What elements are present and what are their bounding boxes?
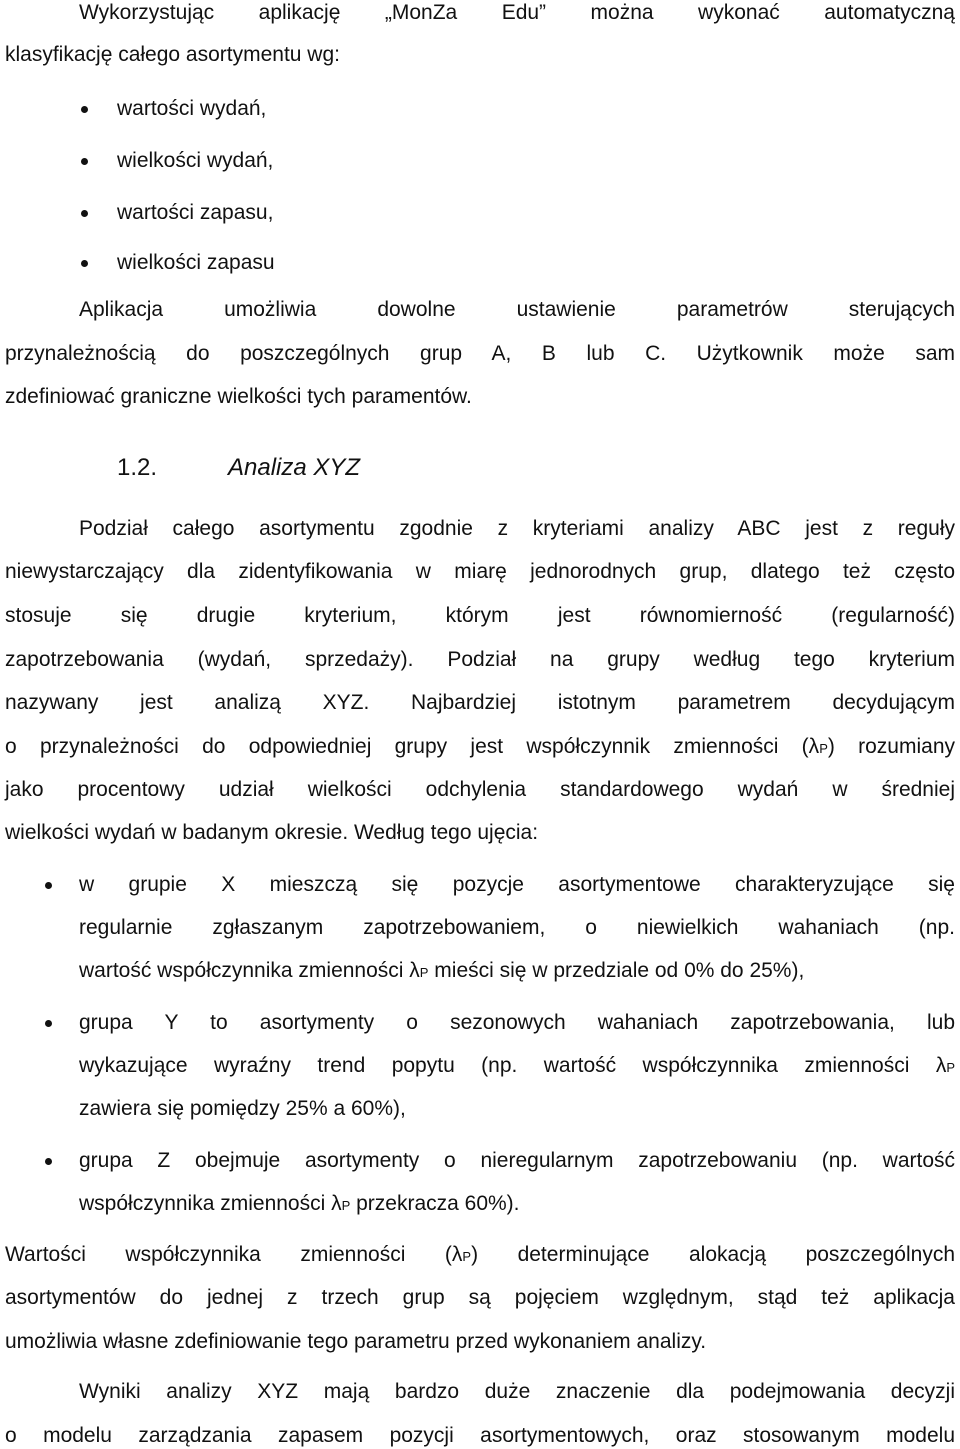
list-item: wielkości wydań, <box>117 149 274 172</box>
bullet-icon <box>81 260 88 267</box>
paragraph-line: Wyniki analizy XYZ mają bardzo duże znaczenie dla podejmowania decyzji <box>79 1380 955 1403</box>
list-item: wartości zapasu, <box>117 201 274 224</box>
paragraph-line: Aplikacja umożliwia dowolne ustawienie parametrów sterujących <box>79 298 955 321</box>
paragraph-line: Podział całego asortymentu zgodnie z kryteriami analizy ABC jest z reguły <box>79 517 955 540</box>
paragraph-line: stosuje się drugie kryterium, którym jest równomierność (regularność) <box>5 604 955 627</box>
list-item: wielkości zapasu <box>117 251 275 274</box>
list-item: grupa Z obejmuje asortymenty o nieregularnym zapotrzebowaniu (np. wartość <box>79 1149 955 1172</box>
paragraph-line: nazywany jest analizą XYZ. Najbardziej istotnym parametrem decydującym <box>5 691 955 714</box>
section-title: Analiza XYZ <box>228 454 361 481</box>
paragraph-line: asortymentów do jednej z trzech grup są pojęciem względnym, stąd też aplikacja <box>5 1286 955 1309</box>
paragraph-line: o modelu zarządzania zapasem pozycji asortymentowych, oraz stosowanym modelu <box>5 1424 955 1447</box>
intro-line: Wykorzystując aplikację „MonZa Edu” można wykonać automatyczną <box>79 1 955 24</box>
bullet-icon <box>45 1020 52 1027</box>
intro-line: klasyfikację całego asortymentu wg: <box>5 43 340 66</box>
paragraph-line: o przynależności do odpowiedniej grupy jest współczynnik zmienności (λP) rozumiany <box>5 735 955 758</box>
bullet-icon <box>45 882 52 889</box>
list-item: wartości wydań, <box>117 97 267 120</box>
list-item: współczynnika zmienności λP przekracza 60%). <box>79 1192 520 1215</box>
paragraph-line: niewystarczający dla zidentyfikowania w miarę jednorodnych grup, dlatego też często <box>5 560 955 583</box>
bullet-icon <box>45 1158 52 1165</box>
paragraph-line: wielkości wydań w badanym okresie. Według tego ujęcia: <box>5 821 539 844</box>
list-item: wykazujące wyraźny trend popytu (np. wartość współczynnika zmienności λP <box>79 1054 955 1077</box>
paragraph-line: zdefiniować graniczne wielkości tych paramentów. <box>5 385 472 408</box>
paragraph-line: jako procentowy udział wielkości odchylenia standardowego wydań w średniej <box>5 778 955 801</box>
list-item: w grupie X mieszczą się pozycje asortymentowe charakteryzujące się <box>79 873 955 896</box>
paragraph-line: umożliwia własne zdefiniowanie tego parametru przed wykonaniem analizy. <box>5 1330 707 1353</box>
list-item: grupa Y to asortymenty o sezonowych wahaniach zapotrzebowania, lub <box>79 1011 955 1034</box>
paragraph-line: przynależnością do poszczególnych grup A, B lub C. Użytkownik może sam <box>5 342 955 365</box>
bullet-icon <box>81 158 88 165</box>
section-number: 1.2. <box>117 454 158 481</box>
list-item: wartość współczynnika zmienności λP mieści się w przedziale od 0% do 25%), <box>79 959 805 982</box>
bullet-icon <box>81 210 88 217</box>
bullet-icon <box>81 106 88 113</box>
list-item: regularnie zgłaszanym zapotrzebowaniem, o niewielkich wahaniach (np. <box>79 916 955 939</box>
paragraph-line: Wartości współczynnika zmienności (λP) determinujące alokacją poszczególnych <box>5 1243 955 1266</box>
list-item: zawiera się pomiędzy 25% a 60%), <box>79 1097 406 1120</box>
paragraph-line: zapotrzebowania (wydań, sprzedaży). Podział na grupy według tego kryterium <box>5 648 955 671</box>
